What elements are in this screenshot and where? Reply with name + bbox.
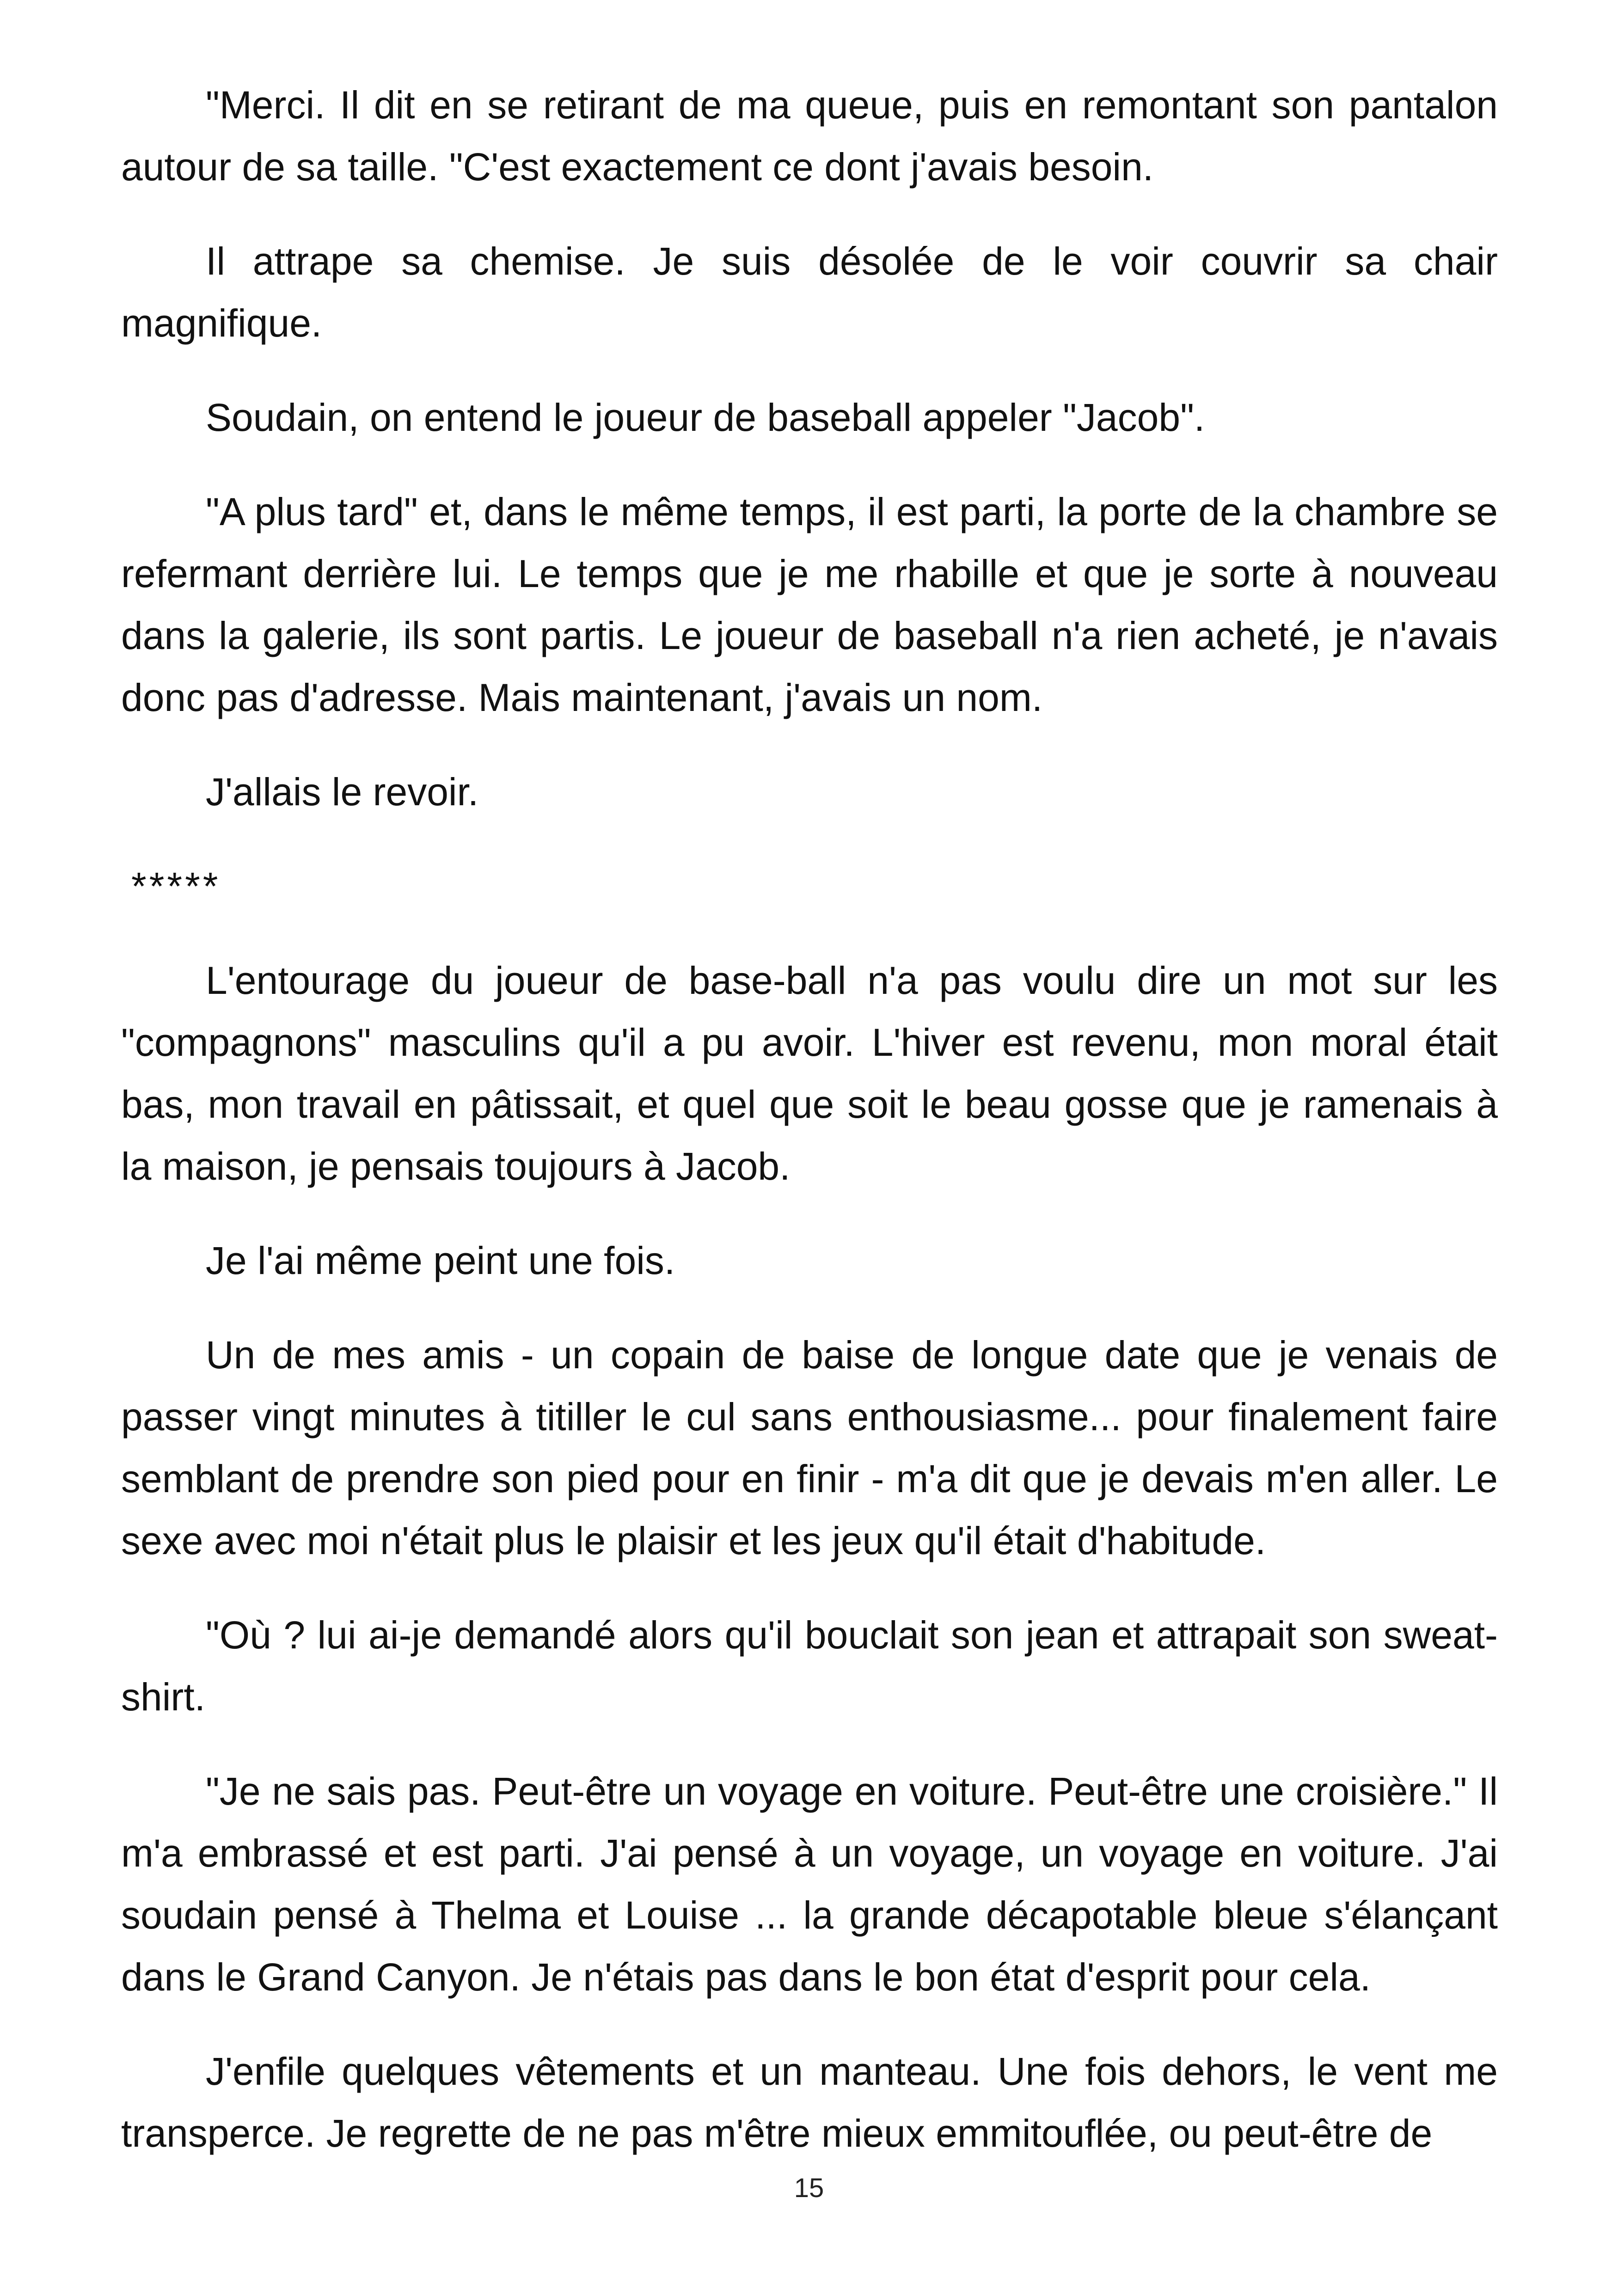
paragraph-1: "Merci. Il dit en se retirant de ma queue, puis en remontant son pantalon autour de sa taille. "C'est exactement ce dont j'avais besoin. <box>121 83 1498 189</box>
paragraph-11: J'enfile quelques vêtements et un manteau. Une fois dehors, le vent me transperce. Je regrette de ne pas m'être mieux emmitouflée, ou peut-être de <box>121 2050 1498 2155</box>
paragraph-10: "Je ne sais pas. Peut-être un voyage en voiture. Peut-être une croisière." Il m'a embrassé et est parti. J'ai pensé à un voyage, un voyage en voiture. J'ai soudain pensé à Thelma et Louise ... la grande décapotable bleue s'élançant dans le Grand Canyon. Je n'étais pas dans le bon état d'esprit pour cela. <box>121 1769 1498 1999</box>
paragraph-3: Soudain, on entend le joueur de baseball appeler "Jacob". <box>206 396 1205 439</box>
paragraph-4: "A plus tard" et, dans le même temps, il est parti, la porte de la chambre se refermant derrière lui. Le temps que je me rhabille et que je sorte à nouveau dans la galerie, ils sont partis. Le joueur de baseball n'a rien acheté, je n'avais donc pas d'adresse. Mais maintenant, j'avais un nom. <box>121 490 1498 719</box>
body-text <box>121 74 1498 2197</box>
paragraph-7: Je l'ai même peint une fois. <box>206 1239 675 1282</box>
paragraph-6: L'entourage du joueur de base-ball n'a pas voulu dire un mot sur les "compagnons" masculins qu'il a pu avoir. L'hiver est revenu, mon moral était bas, mon travail en pâtissait, et quel que soit le beau gosse que je ramenais à la maison, je pensais toujours à Jacob. <box>121 959 1498 1188</box>
paragraph-8: Un de mes amis - un copain de baise de longue date que je venais de passer vingt minutes à titiller le cul sans enthousiasme... pour finalement faire semblant de prendre son pied pour en finir - m'a dit que je devais m'en aller. Le sexe avec moi n'était plus le plaisir et les jeux qu'il était d'habitude. <box>121 1333 1498 1562</box>
page-number: 15 <box>794 2173 824 2203</box>
paragraph-2: Il attrape sa chemise. Je suis désolée de le voir couvrir sa chair magnifique. <box>121 239 1498 345</box>
paragraph-5: J'allais le revoir. <box>206 770 479 814</box>
paragraph-9: "Où ? lui ai-je demandé alors qu'il bouclait son jean et attrapait son sweat-shirt. <box>121 1613 1498 1719</box>
section-separator: ***** <box>131 864 221 908</box>
